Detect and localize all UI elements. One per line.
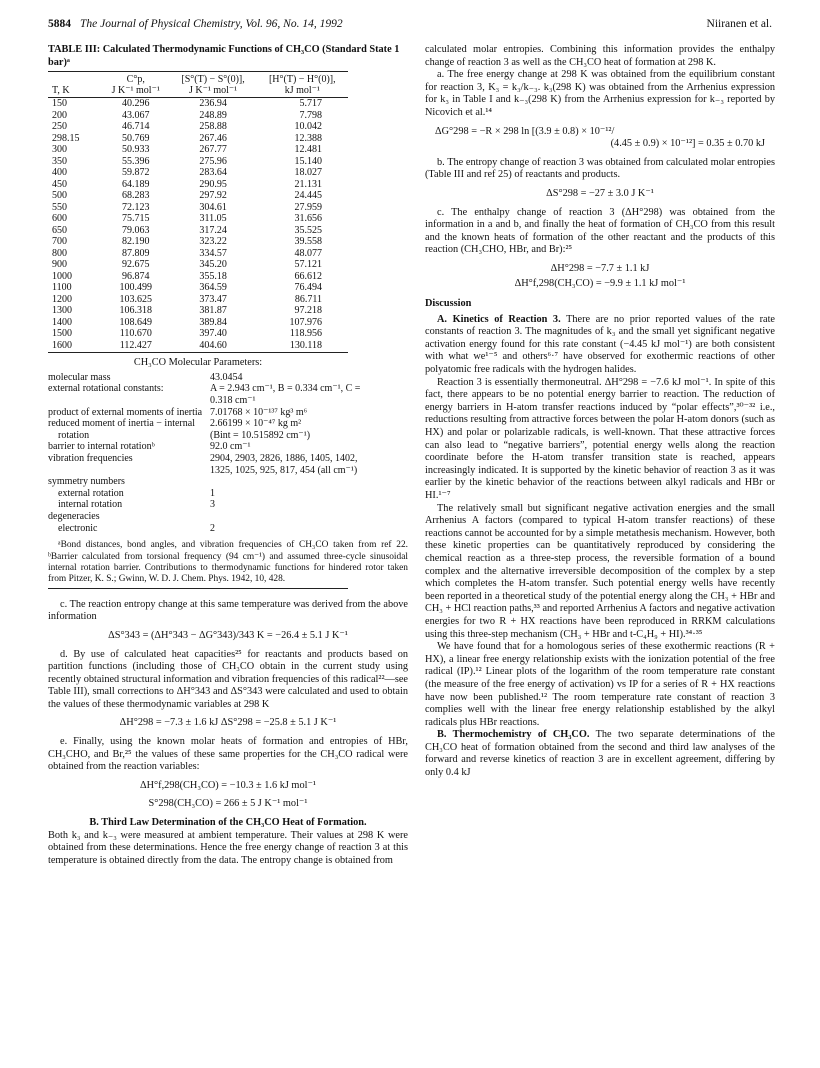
paragraph-c: c. The reaction entropy change at this same temperature was derived from the above information [48, 598, 408, 623]
table-header-0-line2: T, K [48, 85, 102, 98]
equation-c: ΔS°343 = (ΔH°343 − ΔG°343)/343 K = −26.4 ± 5.1 J K⁻¹ [108, 629, 348, 641]
table-cell: 108.649 [119, 316, 153, 328]
table-cell: 200 [52, 109, 67, 121]
table-cell: 345.20 [199, 259, 227, 271]
equation-a-line2: (4.45 ± 0.9) × 10⁻¹²] = 0.35 ± 0.70 kJ [610, 138, 765, 150]
parameter-value [210, 476, 378, 488]
table-cell: 57.121 [294, 259, 322, 271]
parameter-row [48, 488, 378, 500]
table-header-0-line1 [48, 72, 102, 86]
table-cell: 118.956 [289, 328, 322, 340]
equation-e1: ΔH°f,298(CH₃CO) = −10.3 ± 1.6 kJ mol⁻¹ [140, 779, 316, 791]
table-row [48, 282, 348, 294]
table-cell: 550 [52, 201, 67, 213]
parameter-name: symmetry numbers [48, 476, 125, 488]
parameter-row [48, 430, 378, 442]
parameter-name: reduced moment of inertia − internal [48, 418, 195, 430]
table-row [48, 248, 348, 260]
table-cell: 1000 [52, 270, 72, 282]
table-cell: 248.89 [199, 109, 227, 121]
table-cell: 311.05 [199, 213, 227, 225]
parameter-row [48, 499, 378, 511]
table-footnote: ᵃBond distances, bond angles, and vibration frequencies of CH₃CO taken from ref 22. ᵇBarrier calculated from torsional frequency (94 cm⁻¹) and assumed three-cycle sinusoidal internal rotation barrier. Contributions to thermodynamic functions for hindered rotor taken from Pitzer, K. S.; Gwinn, W. D. J. Chem. Phys. 1942, 10, 428. [48, 540, 408, 585]
table-row [48, 167, 348, 179]
parameter-value: 7.01768 × 10⁻¹³⁷ kg³ m⁶ [210, 406, 308, 418]
table-cell: 110.670 [119, 328, 152, 340]
table-row [48, 190, 348, 202]
table-cell: 5.717 [299, 98, 322, 110]
table-cell: 50.769 [122, 132, 150, 144]
table-row [48, 294, 348, 306]
table-cell: 323.22 [199, 236, 227, 248]
table-cell: 10.042 [294, 121, 322, 133]
table-cell: 130.118 [257, 340, 348, 353]
thermochemistry-heading: B. Thermochemistry of CH₃CO. [437, 729, 590, 741]
table-row [48, 259, 348, 271]
table-cell: 21.131 [294, 178, 322, 190]
molecular-parameters-title: CH₃CO Molecular Parameters: [133, 357, 263, 369]
table-cell: 43.067 [122, 109, 150, 121]
table-cell: 86.711 [294, 293, 322, 305]
table-cell: 59.872 [122, 167, 150, 179]
table-cell: 76.494 [294, 282, 322, 294]
table-cell: 1400 [52, 316, 72, 328]
table-cell: 72.123 [122, 201, 150, 213]
table-cell: 267.77 [199, 144, 227, 156]
table-cell: 75.715 [122, 213, 150, 225]
table-row [48, 213, 348, 225]
right-column [425, 44, 775, 1050]
parameter-value [210, 511, 378, 523]
table-cell: 87.809 [122, 247, 150, 259]
equation-a-line1: ΔG°298 = −R × 298 ln [(3.9 ± 0.8) × 10⁻¹²/ [435, 125, 615, 137]
table-cell: 300 [52, 144, 67, 156]
table-cell: 55.396 [122, 155, 150, 167]
parameter-name: internal rotation [58, 499, 123, 511]
parameter-value: 2 [210, 522, 215, 534]
table-cell: 1100 [52, 282, 72, 294]
table-cell: 40.296 [122, 98, 150, 110]
table-cell: 350 [52, 155, 67, 167]
table-cell: 27.959 [294, 201, 322, 213]
table-cell: 39.558 [294, 236, 322, 248]
table-row [48, 98, 348, 110]
table-header-2-line2: J K⁻¹ mol⁻¹ [170, 85, 257, 98]
parameter-value: 3 [210, 499, 215, 511]
table-header-3-line2: kJ mol⁻¹ [257, 85, 348, 98]
section-b-paragraph: Both k₃ and k₋₃ were measured at ambient temperature. Their values at 298 K were obtained from these determinations. Hence the free energy change of reaction 3 at this temperature is obtained directly from the data. The entropy change is obtained from [48, 829, 408, 866]
table-cell: 381.87 [199, 305, 227, 317]
parameter-name: barrier to internal rotationᵇ [48, 441, 155, 453]
paragraph-e: e. Finally, using the known molar heats of formation and entropies of HBr, CH₃CHO, and Br,²⁵ the values of these same properties for the CH₃CO radical were obtained from the reaction variables: [48, 736, 408, 773]
paragraph-continued: calculated molar entropies. Combining this information provides the enthalpy change of reaction 3 as well as the CH₃CO heat of formation at 298 K. [425, 44, 775, 68]
molecular-parameters [48, 372, 378, 534]
table-cell: 15.140 [294, 155, 322, 167]
parameter-value: A = 2.943 cm⁻¹, B = 0.334 cm⁻¹, C = 0.318 cm⁻¹ [210, 383, 361, 406]
thermochemistry-paragraph: The two separate determinations of the CH₃CO heat of formation obtained from the second and third law analyses of the forward and reverse kinetics of reaction 3 are in excellent agreement, differing by only 0.4 kJ [425, 729, 775, 779]
thermoneutral-paragraph: Reaction 3 is essentially thermoneutral. ΔH°298 = −7.6 kJ mol⁻¹. In spite of this fact, there appears to be no potential energy barrier to reaction. The reduction of energy barriers in H-atom transfer reactions induced by “polar effects”,³⁰⁻³² i.e., reductions resulting from attractive forces between the polar H-atom donors (such as HX) and polar or polarizable radicals, is well-known. That these attractive forces can also lead to “negative barriers”, potential energy wells along the reaction coordinate before the H-atom transfer transition state is reached, appears increasingly indicated. It is supported by the kinetic behavior of reaction 3 as it was earlier by the kinetic behavior of the reactions between alkyl radicals and HBr or HI.¹⁻⁷ [425, 376, 775, 501]
kinetics-paragraph: There are no prior reported values of the rate constants of reaction 3. The magnitudes of k₃ and the small yet significant negative activation energy found for this rate constant (−4.45 kJ mol⁻¹) are both consistent with what we¹⁻⁵ and others⁶·⁷ have observed for exothermic reactions of other polyatomic free radicals with the hydrogen halides. [425, 313, 775, 376]
parameter-row [48, 418, 378, 430]
table-cell: 112.427 [102, 340, 170, 353]
parameter-value: 2904, 2903, 2826, 1886, 1405, 1402, 1325, 1025, 925, 817, 454 (all cm⁻¹) [210, 452, 358, 476]
journal-title: The Journal of Physical Chemistry, Vol. 96, No. 14, 1992 [80, 18, 343, 30]
table-cell: 68.283 [122, 190, 150, 202]
equation-c-line1: ΔH°298 = −7.7 ± 1.1 kJ [550, 262, 650, 274]
table-cell: 103.625 [119, 293, 153, 305]
equation-d: ΔH°298 = −7.3 ± 1.6 kJ ΔS°298 = −25.8 ± 5.1 J K⁻¹ [119, 717, 337, 729]
paragraph-b: b. The entropy change of reaction 3 was obtained from calculated molar entropies (Table III and ref 25) of reactants and products. [425, 156, 775, 181]
parameter-row [48, 453, 378, 476]
equation-e2: S°298(CH₃CO) = 266 ± 5 J K⁻¹ mol⁻¹ [148, 798, 308, 810]
table-cell: 1200 [52, 293, 72, 305]
table-cell: 1300 [52, 305, 72, 317]
table-cell: 389.84 [199, 316, 227, 328]
table-row [48, 121, 348, 133]
table-cell: 290.95 [199, 178, 227, 190]
page-header [48, 18, 772, 34]
table-cell: 50.933 [122, 144, 150, 156]
table-cell: 334.57 [199, 247, 227, 259]
table-cell: 400 [52, 167, 67, 179]
table-header-1-line2: J K⁻¹ mol⁻¹ [102, 85, 170, 98]
left-column [48, 44, 408, 1050]
parameter-name: rotation [58, 429, 90, 441]
table-cell: 298.15 [52, 132, 80, 144]
table-row [48, 317, 348, 329]
table-cell: 283.64 [199, 167, 227, 179]
table-cell: 100.499 [119, 282, 153, 294]
table-row [48, 236, 348, 248]
activation-energy-paragraph: The relatively small but significant negative activation energies and the small Arrhenius A factors (compared to typical H-atom transfer reactions) of these reactions cannot be accounted for by a simple metathesis mechanism. However, both these kinetic properties can be quantitatively reproduced by considering the chemical reaction as a three-step process, the reversible formation of a bound complex and the alternative irreversible decomposition of the complex by a step which completes the H-atom transfer. Such potential energy wells have recently been reported in a theoretical study of the potential energy along the CH₃ + HBr and CH₃ + HCl reaction paths,³³ and reported Arrhenius A factors and negative activation energies for two R + HX reactions have been reproduced in RRKM calculations using this three-step mechanism (CH₃ + HBr and t-C₄H₉ + HI).³⁴·³⁵ [425, 502, 775, 640]
table-cell: 66.612 [294, 270, 322, 282]
parameter-row [48, 523, 378, 535]
equation-b: ΔS°298 = −27 ± 3.0 J K⁻¹ [546, 187, 654, 199]
parameter-name: electronic [58, 522, 98, 534]
table-title: TABLE III: Calculated Thermodynamic Functions of CH₃CO (Standard State 1 bar)ᵃ [48, 44, 400, 68]
table-cell: 24.445 [294, 190, 322, 202]
page-number: 5884 [48, 18, 71, 30]
table-cell: 1500 [52, 328, 72, 340]
table-row [48, 156, 348, 168]
table-row [48, 179, 348, 191]
table-cell: 500 [52, 190, 67, 202]
table-header-1-line1: C°p, [102, 72, 170, 86]
table-cell: 900 [52, 259, 67, 271]
table-row [48, 340, 348, 353]
table-cell: 364.59 [199, 282, 227, 294]
table-row [48, 225, 348, 237]
table-cell: 600 [52, 213, 67, 225]
table-cell: 700 [52, 236, 67, 248]
paragraph-c-right: c. The enthalpy change of reaction 3 (ΔH°298) was obtained from the information in a and b, and finally the heat of formation of CH₃CO from this result and the known heats of formation of the other reactant and the products of this reaction (CH₃CHO, HBr, and Br):²⁵ [425, 206, 775, 256]
parameter-value: 92.0 cm⁻¹ [210, 441, 251, 453]
table-row [48, 202, 348, 214]
table-cell: 258.88 [199, 121, 227, 133]
table-cell: 48.077 [294, 247, 322, 259]
section-b-heading: B. Third Law Determination of the CH₃CO Heat of Formation. [89, 817, 367, 829]
paragraph-d: d. By use of calculated heat capacities²⁵ for reactants and products based on partition functions (including those of CH₃CO obtain in the current study using recently obtained structural information and vibration frequencies of this radical²²—see Table III), small corrections to ΔH°343 and ΔS°343 were calculated and used to obtain the values of these thermodynamic variables at 298 K [48, 648, 408, 710]
table-cell: 64.189 [122, 178, 150, 190]
parameter-value: (Bint = 10.515892 cm⁻¹) [210, 429, 311, 441]
table-cell: 97.218 [294, 305, 322, 317]
table-header-2-line1: [S°(T) − S°(0)], [170, 72, 257, 86]
kinetics-heading: A. Kinetics of Reaction 3. [437, 313, 561, 325]
table-row [48, 110, 348, 122]
table-cell: 236.94 [199, 98, 227, 110]
table-cell: 297.92 [199, 190, 227, 202]
parameter-name: degeneracies [48, 510, 100, 522]
parameter-name: product of external moments of inertia [48, 406, 203, 418]
table-row [48, 271, 348, 283]
table-cell: 92.675 [122, 259, 150, 271]
parameter-row [48, 407, 378, 419]
parameter-name: vibration frequencies [48, 452, 133, 464]
table-cell: 304.61 [199, 201, 227, 213]
table-cell: 106.318 [119, 305, 153, 317]
thermo-table [48, 71, 348, 353]
table-row [48, 328, 348, 340]
equation-c-line2: ΔH°f,298(CH₃CO) = −9.9 ± 1.1 kJ mol⁻¹ [514, 277, 686, 289]
table-row [48, 305, 348, 317]
table-cell: 1600 [48, 340, 102, 353]
table-cell: 800 [52, 247, 67, 259]
parameter-value: 43.0454 [210, 371, 243, 383]
parameter-name: external rotational constants: [48, 383, 164, 395]
parameter-row [48, 372, 378, 384]
table-cell: 355.18 [199, 270, 227, 282]
parameter-row [48, 511, 378, 523]
table-cell: 96.874 [122, 270, 150, 282]
parameter-value: 2.66199 × 10⁻⁴⁷ kg m² [210, 418, 302, 430]
parameter-value: 1 [210, 487, 215, 499]
table-cell: 12.481 [294, 144, 322, 156]
paragraph-a: a. The free energy change at 298 K was obtained from the equilibrium constant for reaction 3, K₃ = k₃/k₋₃. k₃(298 K) was obtained from the Arrhenius expression for k₃ in Table I and k₋₃(298 K) from the Arrhenius expression for k₋₃ reported by Nicovich et al.¹⁴ [425, 69, 775, 118]
table-header-3-line1: [H°(T) − H°(0)], [257, 72, 348, 86]
table-cell: 317.24 [199, 224, 227, 236]
table-row [48, 133, 348, 145]
discussion-heading: Discussion [425, 298, 472, 310]
parameter-name: external rotation [58, 487, 124, 499]
table-cell: 18.027 [294, 167, 322, 179]
table-cell: 373.47 [199, 293, 227, 305]
table-cell: 250 [52, 121, 67, 133]
table-cell: 35.525 [294, 224, 322, 236]
table-cell: 404.60 [170, 340, 257, 353]
parameter-row [48, 383, 378, 406]
table-cell: 450 [52, 178, 67, 190]
linear-free-energy-paragraph: We have found that for a homologous series of these exothermic reactions (R + HX), a linear free energy relationship exists with the ionization potential of the free radical (IP).¹² Linear plots of the logarithm of the room temperature rate constant (the measure of the free energy of activation) vs IP for a series of R + HX reactions have now been published.¹² The room temperature rate constant of reaction 3 complies well with the linear free energy relationship established by the alkyl radicals plus HBr reactions. [425, 641, 775, 728]
parameter-row [48, 441, 378, 453]
table-row [48, 144, 348, 156]
table-cell: 397.40 [199, 328, 227, 340]
running-authors: Niiranen et al. [706, 18, 772, 30]
table-cell: 7.798 [299, 109, 322, 121]
table-cell: 650 [52, 224, 67, 236]
table-cell: 46.714 [122, 121, 150, 133]
table-cell: 107.976 [289, 316, 322, 328]
table-cell: 79.063 [122, 224, 150, 236]
parameter-row [48, 476, 378, 488]
table-cell: 31.656 [294, 213, 322, 225]
table-cell: 150 [52, 98, 67, 110]
table-cell: 82.190 [122, 236, 150, 248]
parameter-name: molecular mass [48, 371, 111, 383]
table-cell: 12.388 [294, 132, 322, 144]
table-cell: 275.96 [199, 155, 227, 167]
table-cell: 267.46 [199, 132, 227, 144]
